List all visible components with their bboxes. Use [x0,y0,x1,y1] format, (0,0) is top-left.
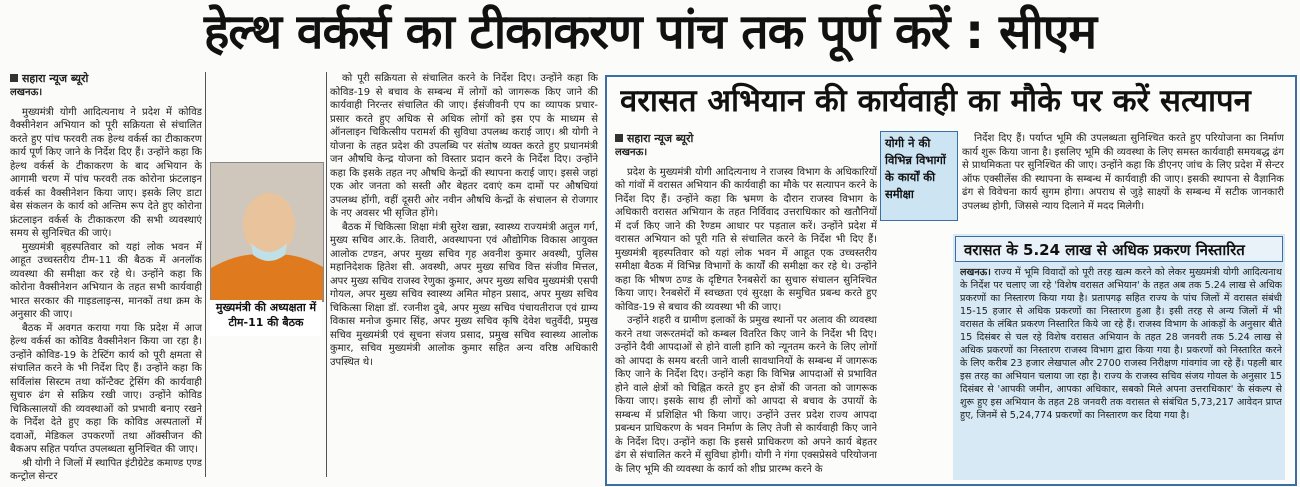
byline-text: सहारा न्यूज ब्यूरो [22,72,89,85]
portrait-image [211,163,323,301]
paragraph: मुख्यमंत्री बृहस्पतिवार को यहां लोक भवन में आहूत उच्चस्तरीय टीम-11 की बैठक में अनलॉक व्यवस्था की समीक्षा कर रहे थे। उन्होंने कहा कि कोरोना वैक्सीनेशन अभियान के तहत सभी कार्यवाही भारत सरकार की गाइडलाइन्स, मानकों तथा क्रम के अनुसार की जाए। [10,241,202,320]
byline-square-icon [10,74,18,82]
right-article-col1 [615,132,877,478]
cm-photo [210,162,324,302]
byline-square-icon [615,134,623,142]
byline [10,72,202,86]
column-divider [326,72,327,477]
paragraph: श्री योगी ने जिलों में स्थापित इंटीग्रेटेड कमाण्ड एण्ड कन्ट्रोल सेन्टर [10,457,202,482]
right-article-headline: वरासत अभियान की कार्यवाही का मौके पर करें सत्यापन [620,83,1251,119]
right-article-col2 [962,132,1284,232]
byline [615,132,877,146]
paragraph: प्रदेश के मुख्यमंत्री योगी आदित्यनाथ ने राजस्व विभाग के अधिकारियों को गांवों में वरासत अभियान की कार्यवाही का मौके पर सत्यापन करने के निर्देश दिए हैं। उन्होंने कहा कि भ्रमण के दौरान राजस्व विभाग के अधिकारी वरासत अभियान के तहत निर्विवाद उत्तराधिकार को खतौनियों में दर्ज किए जाने की रैण्डम आधार पर पड़ताल करें। उन्होंने प्रदेश में वरासत अभियान को पूरी गति से संचालित करने के निर्देश भी दिए हैं। मुख्यमंत्री बृहस्पतिवार को यहां लोक भवन में आहूत एक उच्चस्तरीय समीक्षा बैठक में विभिन्न विभागों के कार्यों की समीक्षा कर रहे थे। उन्होंने कहा कि भीषण ठण्ड के दृष्टिगत रैनबसेरों का सुचारु संचालन सुनिश्चित किया जाए। रैनबसेरों में स्वच्छता एवं सुरक्षा के समुचित प्रबन्ध करते हुए कोविड-19 से बचाव की व्यवस्था भी की जाए। [615,166,877,313]
pull-quote: योगी ने की विभिन्न विभागों के कार्यों की समीक्षा [880,131,958,221]
paragraph: मुख्यमंत्री योगी आदित्यनाथ ने प्रदेश में कोविड वैक्सीनेशन अभियान को पूरी सक्रियता से संचालित करते हुए पांच फरवरी तक हेल्थ वर्कर्स का टीकाकरण कार्य पूर्ण किए जाने के निर्देश दिए हैं। उन्होंने कहा कि हेल्थ वर्कर्स के टीकाकरण के बाद अभियान के आगामी चरण में पांच फरवरी तक कोरोना फ्रंटलाइन वर्कर्स का वैक्सीनेशन किया जाए। इसके लिए डाटा बेस संकलन के कार्य को अन्तिम रूप देते हुए कोरोना फ्रंटलाइन वर्कर्स के टीकाकरण की सभी व्यवस्थाएं समय से सुनिश्चित की जाएं। [10,106,202,239]
sidebar-dateline: लखनऊ। [960,267,991,278]
paragraph: निर्देश दिए हैं। पर्याप्त भूमि की उपलब्धता सुनिश्चित करते हुए परियोजना का निर्माण कार्य शुरू किया जाना है। इसलिए भूमि की व्यवस्था के लिए समस्त कार्यवाही समयबद्ध ढंग से प्राथमिकता पर सुनिश्चित की जाए। उन्होंने कहा कि डीएनए जांच के लिए प्रदेश में सेन्टर ऑफ एक्सीलेंस की स्थापना के सम्बन्ध में कार्यवाही की जाए। इसकी स्थापना से वैज्ञानिक ढंग से विवेचना कार्य सुगम होगा। अपराध से जुड़े साक्ष्यों के सम्बन्ध में सटीक जानकारी उपलब्ध होगी, जिससे न्याय दिलाने में मदद मिलेगी। [962,133,1284,212]
dateline: लखनऊ। [10,87,43,98]
dateline: लखनऊ। [615,147,648,158]
left-article-col1 [10,72,202,482]
left-article-col2 [330,72,598,482]
sidebar-text: राज्य में भूमि विवादों को पूरी तरह खत्म करने को लेकर मुख्यमंत्री योगी आदित्यनाथ के निर्देश पर चलाए जा रहे 'विशेष वरासत अभियान' के तहत अब तक 5.24 लाख से अधिक प्रकरणों का निस्तारण किया गया है। प्रतापगढ़ सहित राज्य के पांच जिलों में वरासत संबंधी 15-15 हजार से अधिक प्रकरणों का निस्तारण हुआ है। इसी तरह से अन्य जिलों में भी वरासत के लंबित प्रकरण निस्तारित किये जा रहे हैं। राजस्व विभाग के आंकड़ों के अनुसार बीते 15 दिसंबर से चल रहे विशेष वरासत अभियान के तहत 28 जनवरी तक 5.24 लाख से अधिक प्रकरणों का निस्तारण राजस्व विभाग द्वारा किया गया है। प्रकरणों को निस्तारित करने के लिए करीब 23 हजार लेखपाल और 2700 राजस्व निरीक्षण गांवगांव जा रहे हैं। पहली बार इस तरह का अभियान चलाया जा रहा है। राज्य के राजस्व सचिव संजय गोयल के अनुसार 15 दिसंबर से 'आपकी जमीन, आपका अधिकार, सबको मिले अपना उत्तराधिकार' के संकल्प से शुरू हुए इस अभियान के तहत 28 जनवरी तक वरासत से संबंधित 5,73,217 आवेदन प्राप्त हुए, जिनमें से 5,24,774 प्रकरणों का निस्तारण कर दिया गया है। [960,267,1282,421]
photo-caption: मुख्यमंत्री की अध्यक्षता में टीम-11 की बैठक [210,300,322,336]
sidebar-heading: वरासत के 5.24 लाख से अधिक प्रकरण निस्तारित [955,236,1283,262]
main-headline: हेल्थ वर्कर्स का टीकाकरण पांच तक पूर्ण करें : सीएम [203,4,1097,60]
paragraph: बैठक में अवगत कराया गया कि प्रदेश में आज हेल्थ वर्कर्स का कोविड वैक्सीनेशन किया जा रहा है। उन्होंने कोविड-19 के टेस्टिंग कार्य को पूरी क्षमता से संचालित करने के भी निर्देश दिए हैं। उन्होंने कहा कि सर्विलांस सिस्टम तथा कॉन्टैक्ट ट्रेसिंग की कार्यवाही सुचारु ढंग से सक्रिय रखी जाए। उन्होंने कोविड चिकित्सालयों की व्यवस्थाओं को प्रभावी बनाए रखने के निर्देश देते हुए कहा कि कोविड अस्पतालों में दवाओं, मेडिकल उपकरणों तथा ऑक्सीजन की बैकअप सहित पर्याप्त उपलब्धता सुनिश्चित की जाए। [10,322,202,455]
column-divider [205,72,206,477]
left-article-col2-top [208,72,324,160]
sidebar-body [960,266,1282,478]
paragraph: उन्होंने शहरी व ग्रामीण इलाकों के प्रमुख स्थानों पर अलाव की व्यवस्था करने तथा जरूरतमंदों को कम्बल वितरित किए जाने के निर्देश भी दिए। उन्होंने दैवी आपदाओं से होने वाली हानि को न्यूनतम करने के लिए लोगों को आपदा के समय बरती जाने वाली सावधानियों के सम्बन्ध में जागरूक किए जाने के निर्देश दिए। उन्होंने कहा कि विभिन्न आपदाओं से प्रभावित होने वाले क्षेत्रों को चिह्नित करते हुए इन क्षेत्रों की जनता को जागरूक किया जाए। इसके साथ ही लोगों को आपदा से बचाव के उपायों के सम्बन्ध में प्रशिक्षित भी किया जाए। उन्होंने उत्तर प्रदेश राज्य आपदा प्रबन्धन प्राधिकरण के भवन निर्माण के लिए तेजी से कार्यवाही किए जाने के निर्देश दिए। उन्होंने कहा कि इससे प्राधिकरण को अपने कार्य बेहतर ढंग से संचालित करने में सुविधा होगी। योगी ने गंगा एक्सप्रेसवे परियोजना के लिए भूमि की व्यवस्था के कार्य को शीघ्र प्रारम्भ करने के [615,315,877,475]
paragraph: बैठक में चिकित्सा शिक्षा मंत्री सुरेश खन्ना, स्वास्थ्य राज्यमंत्री अतुल गर्ग, मुख्य सचिव आर.के. तिवारी, अवस्थापना एवं औद्योगिक विकास आयुक्त आलोक टण्डन, अपर मुख्य सचिव गृह अवनीश कुमार अवस्थी, पुलिस महानिदेशक हितेश सी. अवस्थी, अपर मुख्य सचिव वित्त संजीव मित्तल, अपर मुख्य सचिव राजस्व रेणुका कुमार, अपर मुख्य सचिव मुख्यमंत्री एसपी गोयल, अपर मुख्य सचिव स्वास्थ्य अमित मोहन प्रसाद, अपर मुख्य सचिव चिकित्सा शिक्षा डॉ. रजनीश दुबे, अपर मुख्य सचिव पंचायतीराज एवं ग्राम्य विकास मनोज कुमार सिंह, अपर मुख्य सचिव कृषि देवेश चतुर्वेदी, प्रमुख सचिव मुख्यमंत्री एवं सूचना संजय प्रसाद, प्रमुख सचिव स्वास्थ्य आलोक कुमार, सचिव मुख्यमंत्री आलोक कुमार सहित अन्य वरिष्ठ अधिकारी उपस्थित थे। [330,221,598,368]
byline-text: सहारा न्यूज ब्यूरो [627,132,694,145]
paragraph: को पूरी सक्रियता से संचालित करने के निर्देश दिए। उन्होंने कहा कि कोविड-19 से बचाव के सम्बन्ध में लोगों को जागरूक किए जाने की कार्यवाही निरन्तर संचालित की जाए। ईसंजीवनी एप का व्यापक प्रचार-प्रसार करते हुए अधिक से अधिक लोगों को इस एप के माध्यम से ऑनलाइन चिकित्सीय परामर्श की सुविधा उपलब्ध कराई जाए। श्री योगी ने योजना के तहत प्रदेश की उपलब्धि पर संतोष व्यक्त करते हुए प्रधानमंत्री जन औषधि केन्द्र योजना को विस्तार प्रदान करने के निर्देश दिए। उन्होंने कहा कि इसके तहत नए औषधि केन्द्रों की स्थापना कराई जाए। इससे जहां एक ओर जनता को सस्ती और बेहतर दवाएं कम दामों पर औषधियां उपलब्ध होंगी, वहीं दूसरी ओर नवीन औषधि केन्द्रों के संचालन से रोजगार के नए अवसर भी सृजित होंगे। [330,73,598,219]
